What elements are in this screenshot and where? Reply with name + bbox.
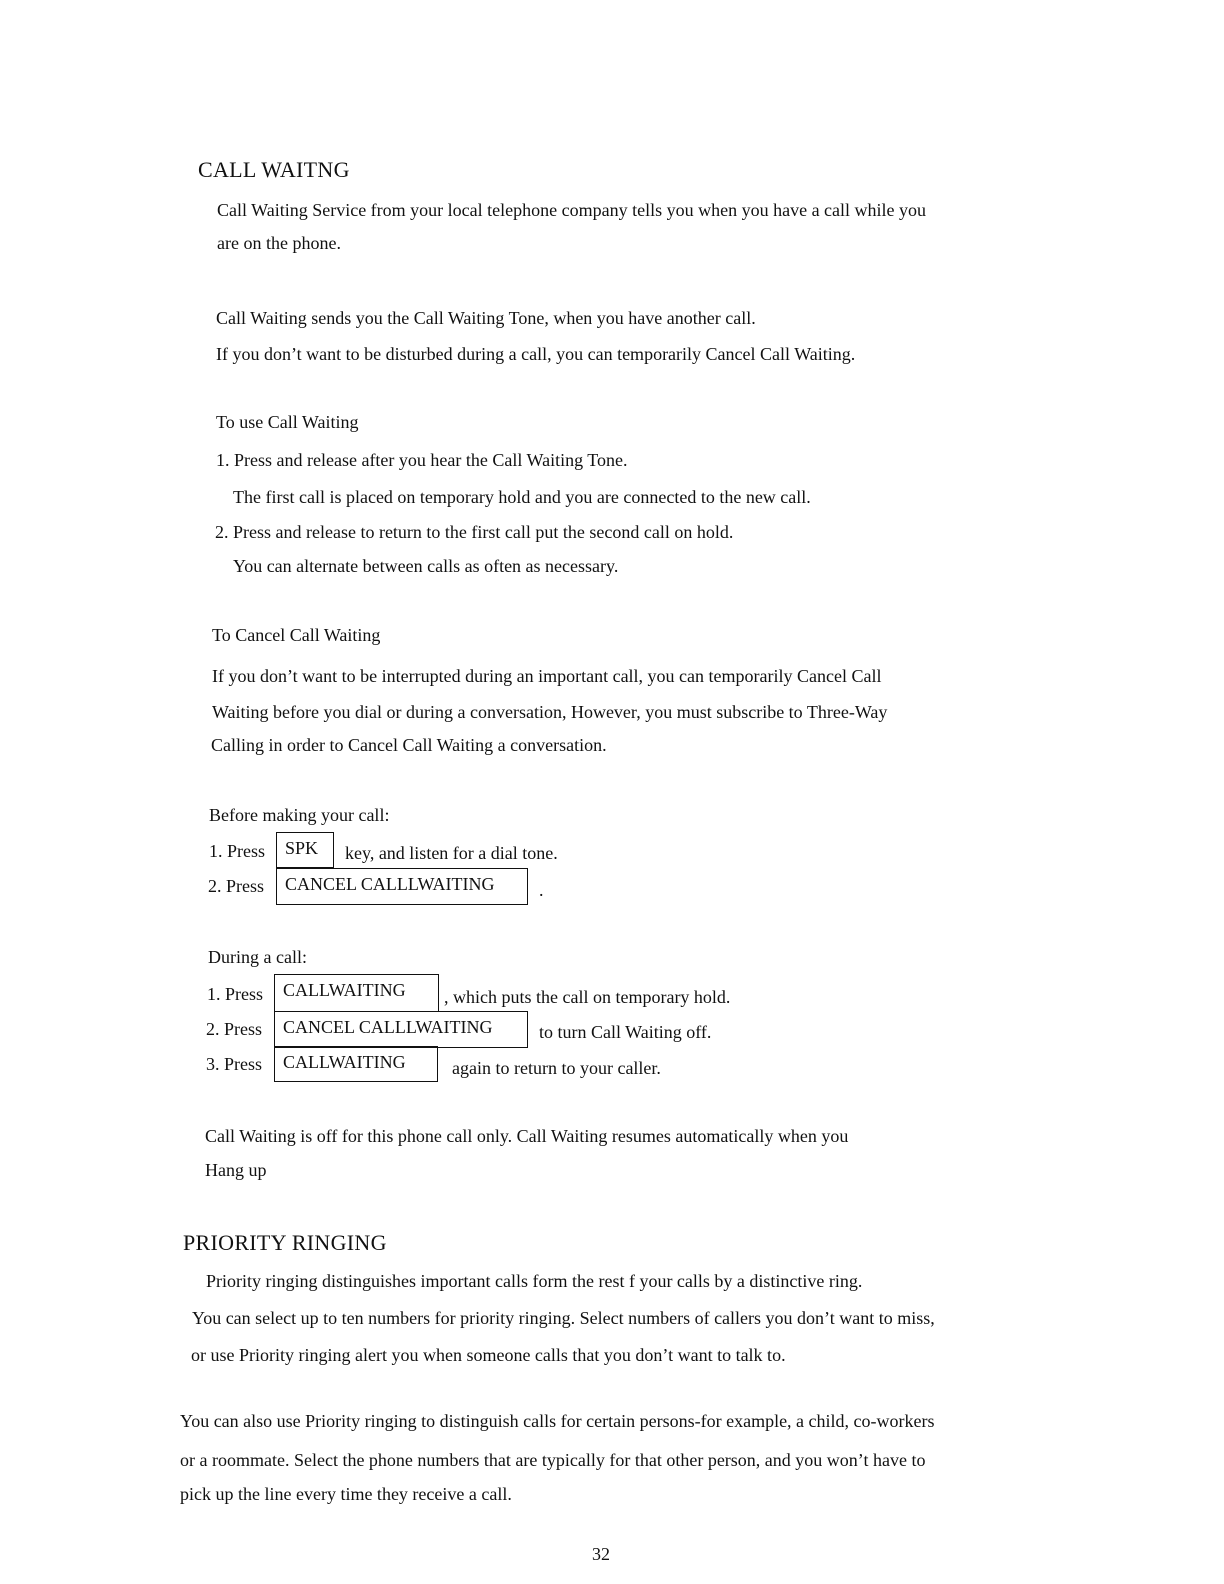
- step-suffix: , which puts the call on temporary hold.: [444, 987, 731, 1007]
- use-step-2-note: You can alternate between calls as often as necessary.: [233, 556, 619, 576]
- priority-line: or a roommate. Select the phone numbers that are typically for that other person, and you won’t have to: [180, 1450, 926, 1470]
- cancel-line: If you don’t want to be interrupted during an important call, you can temporarily Cancel Call: [212, 666, 882, 686]
- step-suffix: again to return to your caller.: [452, 1058, 661, 1078]
- step-suffix: .: [539, 880, 544, 900]
- spk-key-box: SPK: [276, 832, 334, 868]
- cancel-call-waiting-title: To Cancel Call Waiting: [212, 625, 381, 645]
- cancel-call-waiting-key-box: CANCEL CALLLWAITING: [276, 868, 528, 905]
- before-call-title: Before making your call:: [209, 805, 390, 825]
- section-heading-priority-ringing: PRIORITY RINGING: [183, 1230, 387, 1255]
- intro-line: are on the phone.: [217, 233, 341, 253]
- off-line: Call Waiting is off for this phone call only. Call Waiting resumes automatically when you: [205, 1126, 849, 1146]
- priority-line: Priority ringing distinguishes important calls form the rest f your calls by a distinctive ring.: [206, 1271, 863, 1291]
- priority-line: pick up the line every time they receive a call.: [180, 1484, 512, 1504]
- priority-line: You can also use Priority ringing to distinguish calls for certain persons-for example, a child, co-workers: [180, 1411, 935, 1431]
- use-step-1-note: The first call is placed on temporary hold and you are connected to the new call.: [233, 487, 811, 507]
- cancel-call-waiting-key-box: CANCEL CALLLWAITING: [274, 1011, 528, 1048]
- section-heading-call-waiting: CALL WAITNG: [198, 157, 350, 182]
- cancel-line: Waiting before you dial or during a conversation, However, you must subscribe to Three-Way: [212, 702, 888, 722]
- call-waiting-key-box: CALLWAITING: [274, 974, 439, 1012]
- step-suffix: key, and listen for a dial tone.: [345, 843, 558, 863]
- priority-line: You can select up to ten numbers for priority ringing. Select numbers of callers you don’t want to miss,: [192, 1308, 935, 1328]
- step-suffix: to turn Call Waiting off.: [539, 1022, 712, 1042]
- page-number: 32: [592, 1544, 610, 1564]
- use-call-waiting-title: To use Call Waiting: [216, 412, 359, 432]
- intro-line: Call Waiting Service from your local telephone company tells you when you have a call while you: [217, 200, 927, 220]
- use-step-2: 2. Press and release to return to the first call put the second call on hold.: [215, 522, 734, 542]
- tone-line: Call Waiting sends you the Call Waiting Tone, when you have another call.: [216, 308, 756, 328]
- cancel-line: Calling in order to Cancel Call Waiting a conversation.: [211, 735, 607, 755]
- use-step-1: 1. Press and release after you hear the Call Waiting Tone.: [216, 450, 628, 470]
- call-waiting-key-box: CALLWAITING: [274, 1046, 438, 1082]
- during-call-title: During a call:: [208, 947, 307, 967]
- priority-line: or use Priority ringing alert you when someone calls that you don’t want to talk to.: [191, 1345, 786, 1365]
- step-prefix: 3. Press: [206, 1054, 263, 1074]
- step-prefix: 2. Press: [206, 1019, 263, 1039]
- step-prefix: 1. Press: [209, 841, 266, 861]
- step-prefix: 2. Press: [208, 876, 265, 896]
- disturb-line: If you don’t want to be disturbed during a call, you can temporarily Cancel Call Waiting.: [216, 344, 856, 364]
- off-line: Hang up: [205, 1160, 267, 1180]
- step-prefix: 1. Press: [207, 984, 264, 1004]
